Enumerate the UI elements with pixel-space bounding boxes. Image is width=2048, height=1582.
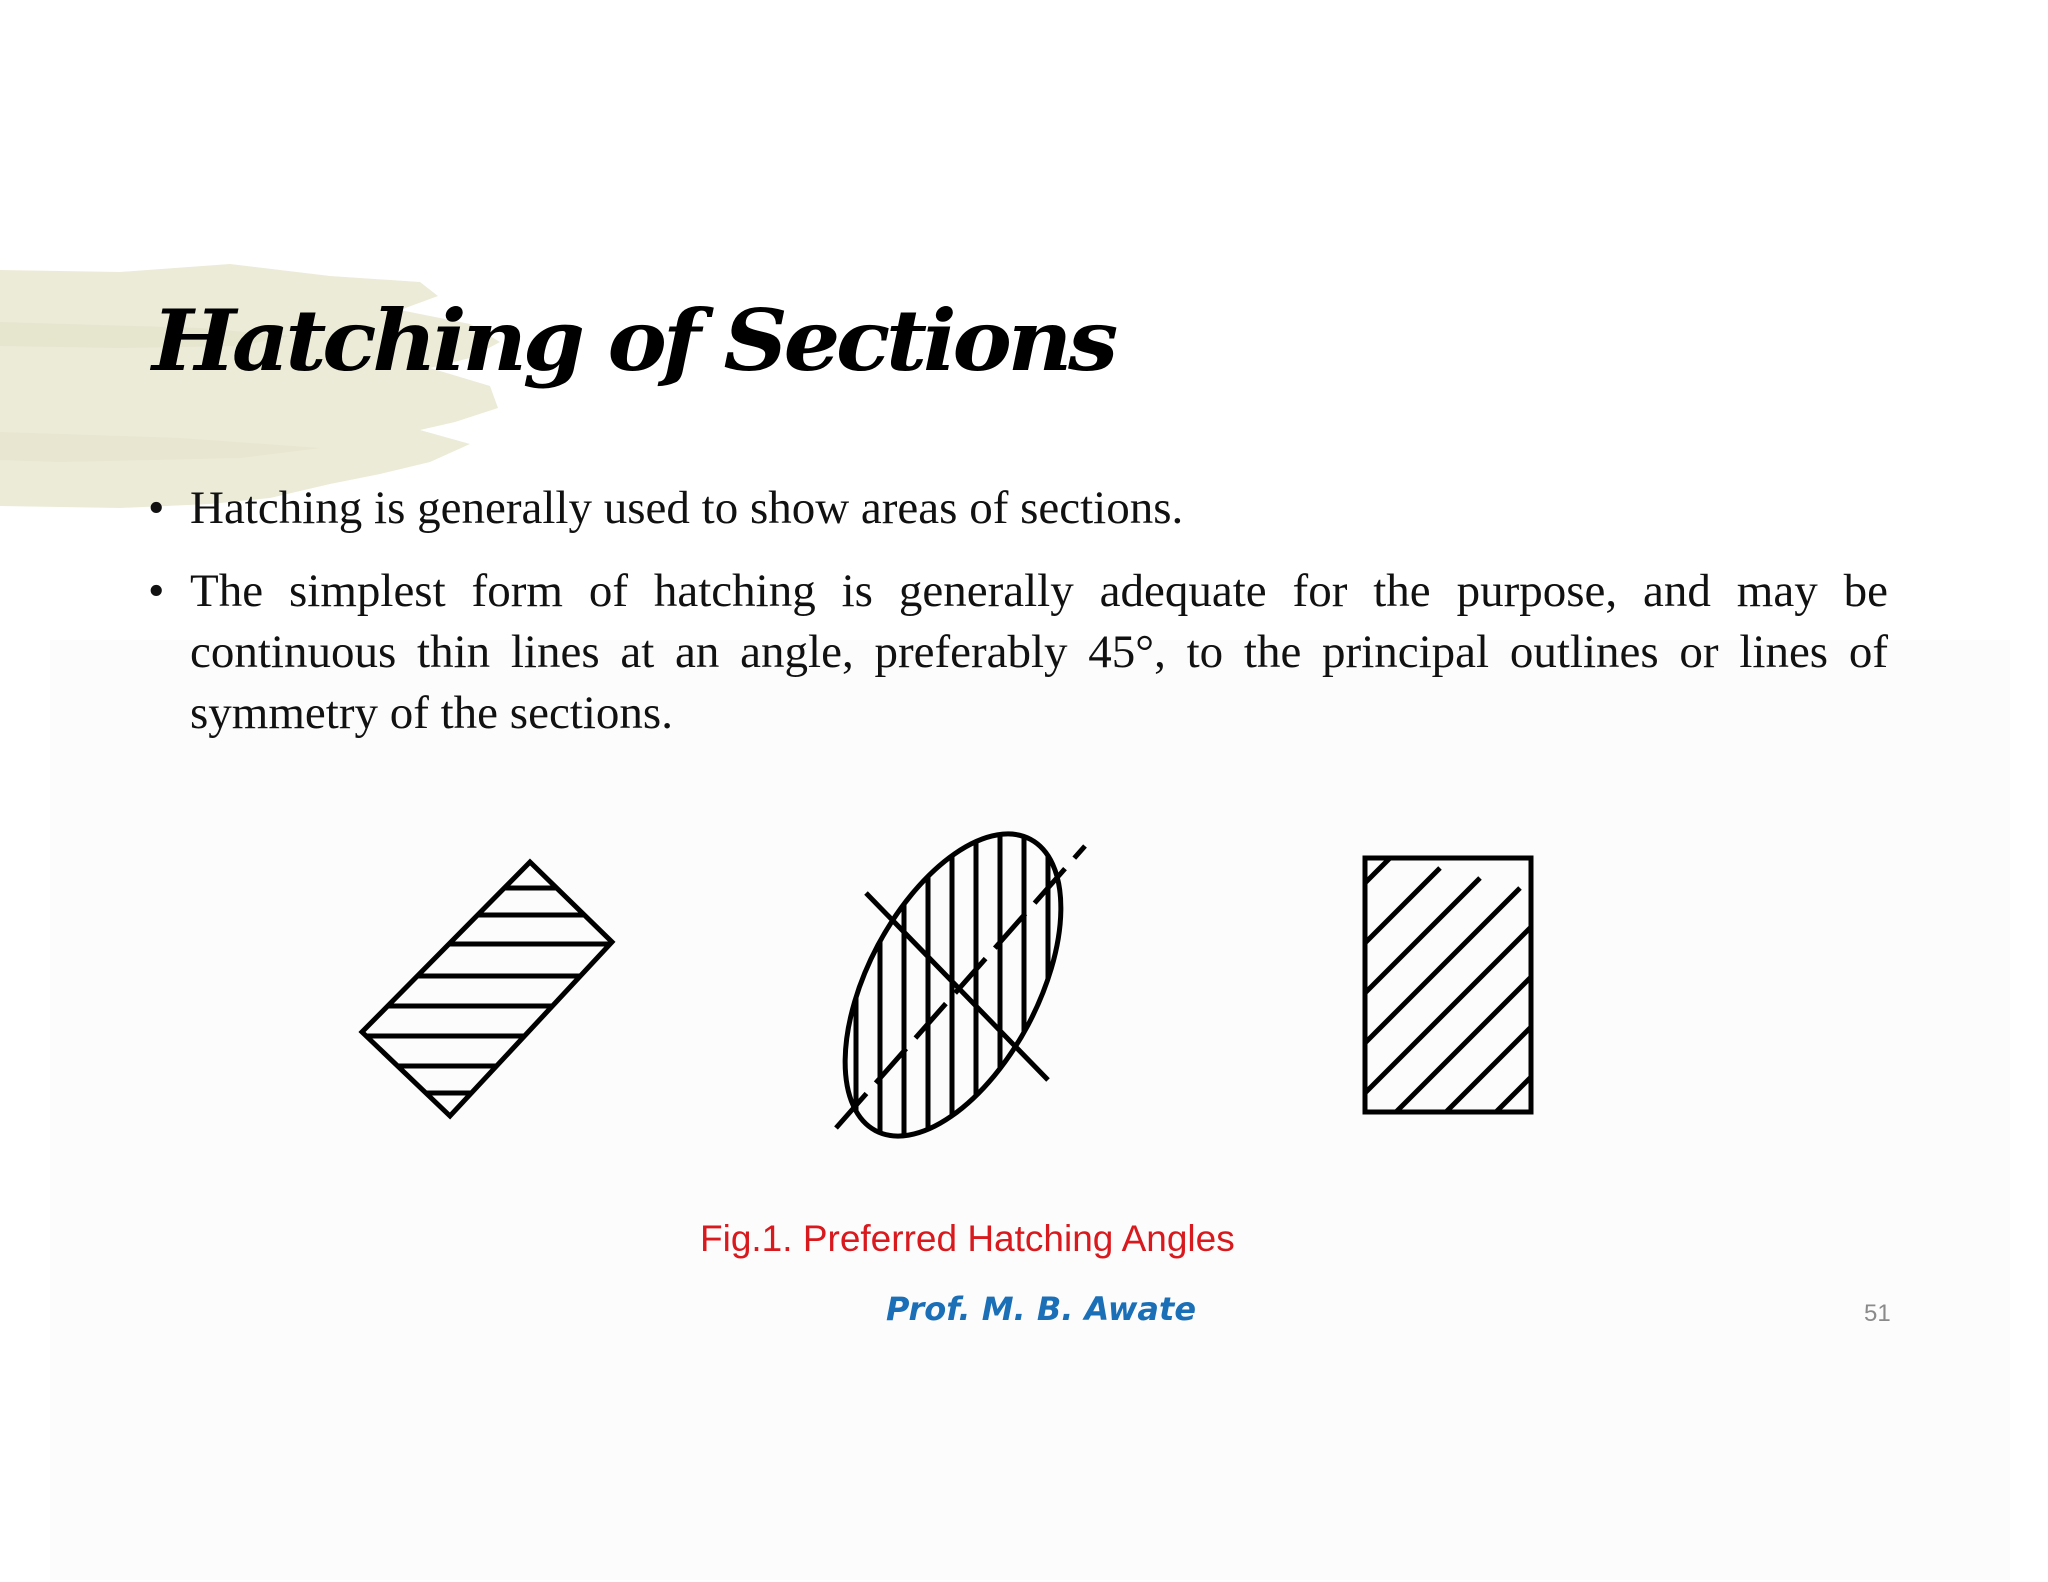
- bullet-item: [148, 478, 1888, 539]
- bullet-marker: •: [148, 482, 165, 534]
- bullet-text: The simplest form of hatching is generally adequate for the purpose, and may be continuous thin lines at an angle, preferably 45°, to the principal outlines or lines of symmetry of the sections.: [190, 565, 1888, 739]
- author-credit: Prof. M. B. Awate: [886, 1290, 1197, 1328]
- slide-title: Hatching of Sections: [152, 291, 1114, 390]
- bullet-marker: •: [148, 565, 165, 617]
- bullet-item: [148, 561, 1888, 744]
- slide-background-shade: [50, 640, 2010, 1580]
- page-number: 51: [1864, 1300, 1891, 1327]
- figure-caption: Fig.1. Preferred Hatching Angles: [700, 1218, 1235, 1259]
- bullet-list: [148, 478, 1888, 766]
- bullet-text: Hatching is generally used to show areas of sections.: [190, 482, 1184, 534]
